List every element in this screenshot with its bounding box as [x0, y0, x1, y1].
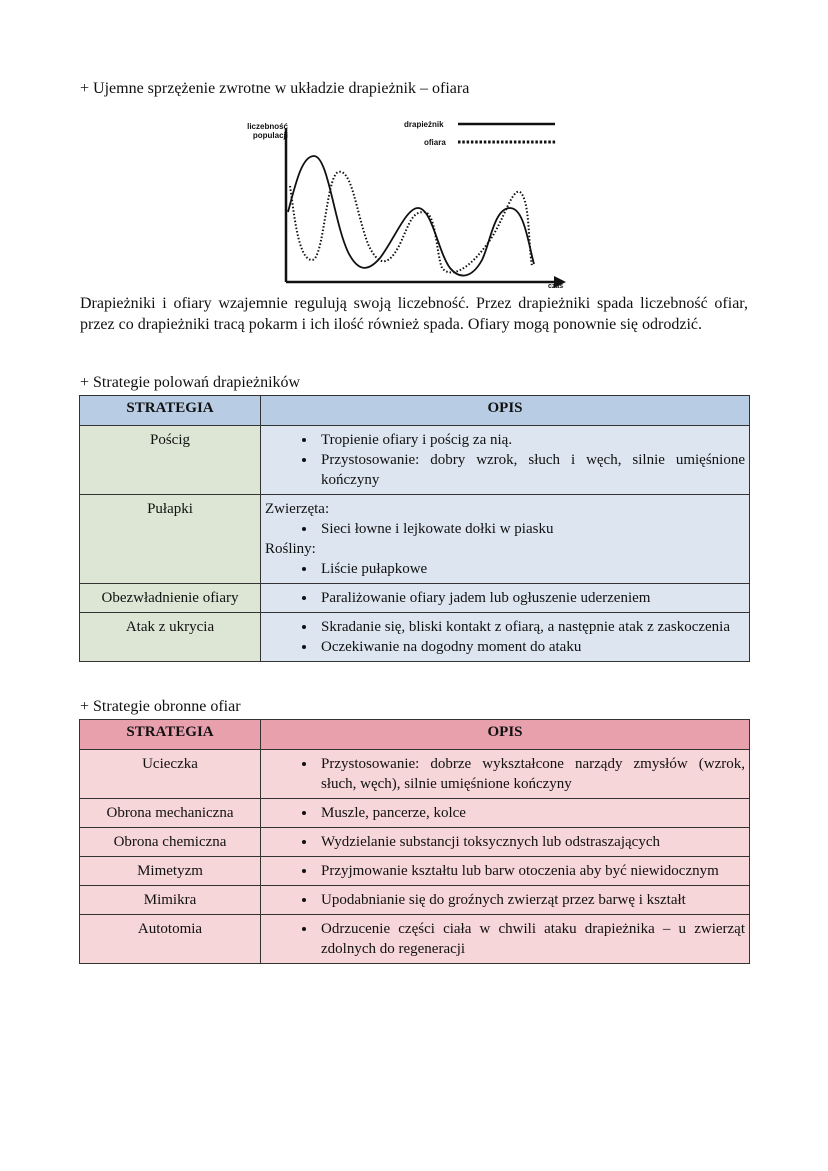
strategy-cell: Obrona mechaniczna: [80, 799, 261, 828]
strategy-cell: Mimetyzm: [80, 857, 261, 886]
table-row: [80, 495, 750, 584]
description-cell: [261, 799, 750, 828]
list-item: • Przyjmowanie kształtu lub barw otoczenia aby być niewidocznym: [317, 861, 745, 881]
strategy-cell: Pułapki: [80, 495, 261, 584]
strategy-cell: Atak z ukrycia: [80, 613, 261, 662]
list-item: • Przystosowanie: dobry wzrok, słuch i węch, silnie umięśnione kończyny: [317, 450, 745, 490]
table-row: [80, 886, 750, 915]
explanation-paragraph: Drapieżniki i ofiary wzajemnie regulują swoją liczebność. Przez drapieżniki spada liczebność ofiar, przez co drapieżniki tracą pokarm i ich ilość również spada. Ofiary mogą ponownie się odrodzić.: [80, 295, 748, 333]
description-cell: [261, 750, 750, 799]
hunting-strategies-table: [79, 395, 750, 662]
list-item: • Skradanie się, bliski kontakt z ofiarą, a następnie atak z zaskoczenia: [317, 617, 745, 637]
strategy-cell: Obrona chemiczna: [80, 828, 261, 857]
header-strategy: STRATEGIA: [80, 720, 261, 750]
strategy-cell: Autotomia: [80, 915, 261, 964]
legend-predator-label: drapieżnik: [404, 120, 444, 129]
description-cell: [261, 828, 750, 857]
description-cell: [261, 915, 750, 964]
hunting-heading: + Strategie polowań drapieżników: [80, 374, 301, 391]
list-item: • Paraliżowanie ofiary jadem lub ogłuszenie uderzeniem: [317, 588, 745, 608]
strategy-cell: Mimikra: [80, 886, 261, 915]
list-item: • Tropienie ofiary i pościg za nią.: [317, 430, 745, 450]
group-label-animals: Zwierzęta:: [265, 501, 330, 517]
description-cell: [261, 886, 750, 915]
group-label-plants: Rośliny:: [265, 541, 316, 557]
table-row: [80, 915, 750, 964]
description-cell: [261, 613, 750, 662]
list-item: • Sieci łowne i lejkowate dołki w piasku: [317, 519, 745, 539]
table-row: [80, 828, 750, 857]
list-item: • Upodabnianie się do groźnych zwierząt przez barwę i kształt: [317, 890, 745, 910]
table-row: [80, 426, 750, 495]
header-description: OPIS: [261, 396, 750, 426]
table-row: [80, 613, 750, 662]
list-item: • Przystosowanie: dobrze wykształcone narządy zmysłów (wzrok, słuch, węch), silnie umięśnione kończyny: [317, 754, 745, 794]
header-strategy: STRATEGIA: [80, 396, 261, 426]
table-row: [80, 584, 750, 613]
description-cell: [261, 584, 750, 613]
strategy-cell: Ucieczka: [80, 750, 261, 799]
strategy-cell: Pościg: [80, 426, 261, 495]
table-row: [80, 857, 750, 886]
description-cell: [261, 495, 750, 584]
description-cell: [261, 857, 750, 886]
table-header-row: [80, 720, 750, 750]
defense-strategies-table: [79, 719, 750, 964]
description-cell: [261, 426, 750, 495]
chart-x-label: czas: [548, 283, 564, 290]
list-item: • Wydzielanie substancji toksycznych lub odstraszających: [317, 832, 745, 852]
list-item: • Liście pułapkowe: [317, 559, 745, 579]
chart-y-label: liczebność populacji: [247, 122, 288, 140]
feedback-heading: + Ujemne sprzężenie zwrotne w układzie drapieżnik – ofiara: [80, 80, 470, 97]
header-description: OPIS: [261, 720, 750, 750]
table-row: [80, 799, 750, 828]
list-item: • Odrzucenie części ciała w chwili ataku drapieżnika – u zwierząt zdolnych do regeneracji: [317, 919, 745, 959]
list-item: • Oczekiwanie na dogodny moment do ataku: [317, 637, 745, 657]
table-header-row: [80, 396, 750, 426]
table-row: [80, 750, 750, 799]
legend-prey-label: ofiara: [424, 138, 446, 147]
defense-heading: + Strategie obronne ofiar: [80, 698, 241, 715]
strategy-cell: Obezwładnienie ofiary: [80, 584, 261, 613]
list-item: • Muszle, pancerze, kolce: [317, 803, 745, 823]
